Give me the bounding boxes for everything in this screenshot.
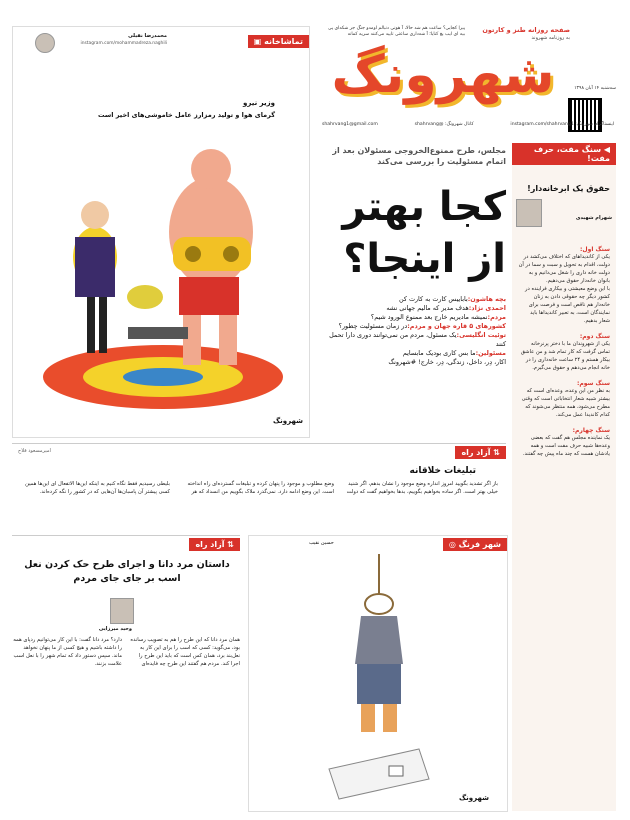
sidebar-paragraph-heading: سنگ دوم:	[579, 333, 610, 340]
lead-bullet-item	[320, 313, 506, 322]
cartoon-bottom-author: حسین نقیب	[309, 540, 334, 546]
bottom-left-article	[12, 535, 240, 811]
lead-bullet-text: اکار، دِر، داخل، زندگی، دِر، خارج! #شهرونگ	[388, 358, 506, 366]
masthead-date: سه‌شنبه ۱۴ آبان ۱۳۹۸	[574, 86, 616, 91]
lead-bullet-label: بچه هاشون:	[467, 295, 506, 303]
sidebar-paragraph: یکی از شهروندان ما با دختر پرنرخانه تماس گرفت که کار تمام شد و من عاشق بیکار هستم و ۲۴ ساعت خانه‌داری را در خانه انجام می‌دهم و حقوق می‌گیرم.	[520, 341, 610, 371]
sidebar-title: حقوق یک ابرخانه‌دار!	[527, 184, 610, 193]
tv-icon: ▣	[253, 37, 265, 46]
masthead-contact-bar	[322, 122, 614, 132]
lead-bullet-label: توئیت انگلیسی:	[456, 331, 506, 339]
sidebar-paragraph: به نظر من این وعده، وعده‌ای است که بیشتر شبیه شعار انتخاباتی است که وقتی مطرح می‌شود، همه منتظر می‌شوند که کدام کاندیدا عمل می‌کند.	[521, 388, 610, 418]
cartoonist-link[interactable]: instagram.com/mohammadreza.naghili	[80, 41, 167, 46]
cartoonist-name: محمدرضا نقیلی	[128, 33, 167, 39]
instagram-link[interactable]: اینستاگرام شهرونگ: instagram.com/shahrvang1	[510, 122, 614, 127]
lead-bullet-label: مردم:	[487, 313, 506, 321]
bottom-left-section-label: ⇅ آزاد راه	[189, 538, 240, 551]
sidebar-paragraph: یک نماینده مجلس هم گفت که بعضی وعده‌ها شبیه حرف مفت است و همه یادشان هست که چند ماه پیش چه گفتند.	[522, 435, 610, 457]
lead-bullet-text: باباییس کارت به کارت کن	[399, 295, 468, 303]
bottom-left-title: داستان مرد دانا و اجرای طرح حک کردن نعل اسب بر جای جای مردم	[24, 559, 230, 584]
lead-headline-line1: کجا بهتر	[342, 184, 506, 230]
sidebar-paragraph-heading: سنگ اول:	[580, 246, 610, 253]
cartoon-bottom-section-label: ◎ شهر فرنگ	[443, 538, 507, 551]
lead-article	[320, 143, 506, 443]
swap-icon: ⇅	[490, 448, 500, 457]
cartoon-bottom-signature: شهرونگ	[459, 794, 490, 802]
bottom-left-author-photo	[110, 598, 134, 624]
lead-bullet-label: مسئولین:	[475, 349, 506, 357]
sidebar-body	[512, 246, 616, 458]
cartoon-caption-body: گرمای هوا و تولید رمزارز عامل خاموشی‌های اخیر است	[97, 111, 275, 119]
lead-bullet-item	[320, 358, 506, 367]
masthead-subtitle: به روزنامه شهروند	[531, 35, 570, 41]
speaker-icon: ◀	[601, 145, 610, 154]
lead-bullet-text: در زمان مسئولیت چطور؟	[338, 322, 408, 330]
sidebar-author-photo	[516, 199, 542, 227]
lead-bullet-text: یک مسئول، مردم من نمی‌توانند دوری دارا تحمل کنند	[329, 331, 506, 348]
bottom-left-author: وحید میرزایی	[98, 626, 132, 632]
middle-title: تبلیغات خلاقانه	[409, 466, 476, 476]
swap-icon: ⇅	[224, 540, 234, 549]
lead-bullet-item	[320, 322, 506, 331]
sidebar-paragraph: یکی از کاندیداهای که اختلاف می‌کشد در دولت، اقدام به تحویل و سبت و سما در آن دولت خانه داری را شغل می‌دانیم و به بانوان خانه‌دار حقوق می‌دهیم.	[518, 254, 610, 284]
lead-bullet-item	[320, 349, 506, 358]
email-link[interactable]: shahrvang1@gmail.com	[322, 122, 378, 127]
cartoon-top-signature: شهرونگ	[273, 417, 304, 425]
lead-bullet-item	[320, 295, 506, 304]
lead-bullet-text: هدف مدیر که مالیم جهانی نشه	[386, 304, 469, 312]
lead-headline-line2: از اینجا؟	[343, 236, 506, 282]
lead-bullet-label: کشورهای ۵ قاره جهان و مردم:	[407, 322, 506, 330]
sidebar-section-label: ◀ سنگ مفت، حرف مفت!	[512, 143, 616, 165]
lead-bullet-label: احمدی نژاد:	[468, 304, 506, 312]
middle-body: باز اگر تشدید بگویید امروز انداره وضع موجود را نشان بدهم، اگر شنید خیلی بهتر است. اگر ساده بخواهیم بگوییم، بدها بخواهیم گفت که دولت وضع مطلوب و موجود را پنهان کرده و تبلیغات گسترده‌ای راه انداخته است. این وضع ادامه دارد. نمی‌گذرد ملاک بگوییم من انسداد که هر بلیطی رسیدیم فقط نگاه کنیم به اینکه این‌ها الاتفعال ای این‌ها همین کسی پیشتر آن پاسبان‌ها آن‌هایی که در کشور را نگه کرده‌اند.	[25, 481, 498, 495]
middle-author: امیرمسعود فلاح	[18, 448, 51, 454]
middle-article	[12, 443, 506, 529]
middle-section-label: ⇅ آزاد راه	[455, 446, 506, 459]
sidebar-author-name: شهرام شهیدی	[575, 215, 612, 221]
bottom-left-body: همان مرد دانا که این طرح را هم به تصویب رسانده بود، می‌گوید: کسی که اسب را برای این کار به نعل‌بند برد، همان کس است که باید این طرح را اجرا کند. مردم هم گفتند این طرح چه فایده‌ای دارد؟ مرد دانا گفت: با این کار می‌توانیم ردپای همه را داشته باشیم و هیچ کسی از ما پنهان نخواهد ماند. سپس دستور داد که تمام شهر را با نعل اسب علامت بزنند.	[13, 637, 240, 667]
cartoon-caption-title: وزیر نیرو	[243, 99, 275, 107]
cartoon-bottom-panel	[248, 535, 508, 812]
telegram-link[interactable]: کانال شهرونگ: @shahrvang	[414, 122, 474, 127]
lead-kicker: مجلس، طرح ممنوع‌الخروجی مسئولان بعد از اتمام مسئولیت را بررسی می‌کند	[332, 146, 506, 166]
cartoon-wrestler-illustration	[33, 127, 293, 417]
lead-bullet-text: ما بس کاری بودیک مابسایم	[402, 349, 476, 357]
masthead-blurb: پیرا کجایی؟ ساعت هم شد حالا، آ هونی دنبالم اومدو جنگ جر شکه‌ای پی بیه ای ایب بغ کنایا؛ آ شه‌داری ساعتی تایید می‌کنند سریه کمانه	[327, 26, 465, 37]
sidebar-paragraph: با این وضع معیشتی و بیکاری فراینده در کشور دیگر چه حقوقی دادن به زنان خانه‌دار هم ناقص است و فرصت برای نمایندگان است، به تعبیر کاندیداها باید شعار بدهیم.	[524, 286, 610, 324]
lead-bullet-item	[320, 331, 506, 349]
cartoon-hanging-figure-illustration	[269, 554, 489, 804]
masthead-tagline: صفحه روزانه طنز و کارتون	[482, 26, 570, 34]
masthead-logo: شهرونگ	[331, 45, 555, 105]
sidebar-paragraph-heading: سنگ سوم:	[576, 380, 610, 387]
lead-bullets	[320, 295, 506, 367]
cartoonist-avatar	[35, 33, 55, 53]
sidebar-column	[512, 143, 616, 811]
sidebar-paragraph-heading: سنگ چهارم:	[572, 427, 610, 434]
cartoon-top-section-label: ▣ تماشاخانه	[248, 35, 309, 48]
lead-bullet-item	[320, 304, 506, 313]
masthead	[320, 26, 616, 136]
lead-bullet-text: نمیشه مادیریم خارج بعد ممنوع الورود شیم؟	[370, 313, 488, 321]
globe-icon: ◎	[448, 540, 459, 549]
cartoon-top-panel	[12, 26, 310, 438]
